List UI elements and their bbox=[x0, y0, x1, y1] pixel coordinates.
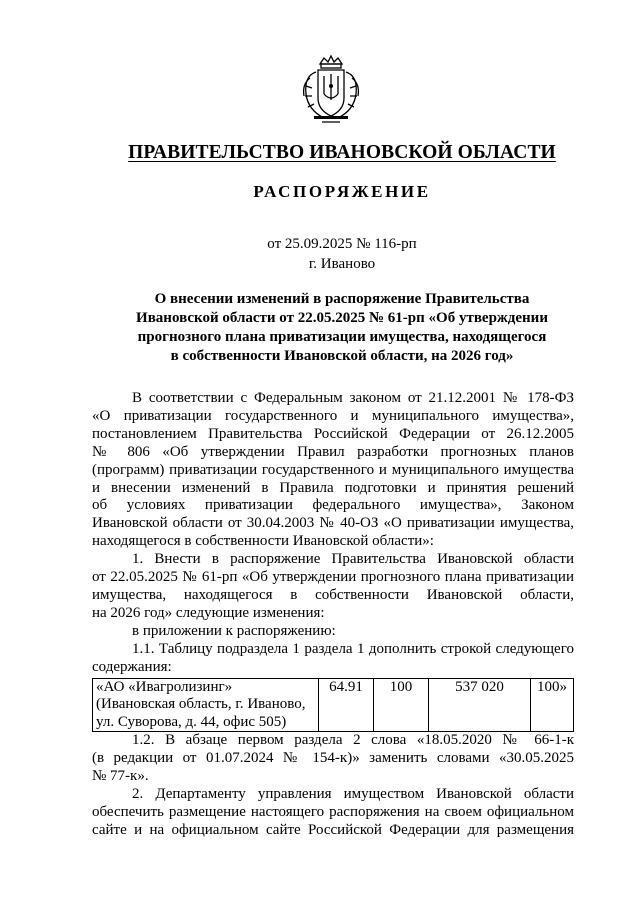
item-1-paragraph bbox=[92, 551, 574, 623]
text-line: № 806 «Об утверждении Правил разработки прогнозных планов bbox=[92, 443, 574, 460]
title-line: Ивановской области от 22.05.2025 № 61-рп «Об утверждении bbox=[136, 310, 548, 326]
document-body bbox=[92, 390, 574, 839]
item-1-1-paragraph bbox=[92, 641, 574, 677]
inserted-table-row bbox=[92, 678, 574, 733]
coat-of-arms-icon bbox=[296, 54, 366, 128]
text-line: «О приватизации государственного и муниципального имущества», bbox=[92, 407, 574, 424]
text-line: от 22.05.2025 № 61-рп «Об утверждении прогнозного плана приватизации bbox=[92, 569, 574, 586]
text-line: обеспечить размещение настоящего распоряжения на своем официальном bbox=[92, 803, 574, 820]
text-line: 1.2. В абзаце первом раздела 2 слова «18.05.2020 № 66-1-к bbox=[132, 732, 574, 748]
text-line: и внесении изменений в Правила подготовки и принятия решений bbox=[92, 479, 574, 496]
object-name-cell bbox=[93, 678, 319, 732]
text-line: 1.1. Таблицу подраздела 1 раздела 1 дополнить строкой следующего bbox=[132, 640, 574, 657]
value-cell: 537 020 bbox=[429, 678, 531, 732]
value-cell: 64.91 bbox=[319, 678, 374, 732]
text-line: Ивановской области от 30.04.2003 № 40-ОЗ «О приватизации имущества, bbox=[92, 515, 574, 532]
item-1-2-paragraph bbox=[92, 732, 574, 786]
text-line: (в редакции от 01.07.2024 № 154-к)» заменить словами «30.05.2025 bbox=[92, 749, 574, 766]
document-type: РАСПОРЯЖЕНИЕ bbox=[253, 182, 431, 201]
text-line: имущества, находящегося в собственности Ивановской области, bbox=[92, 586, 574, 603]
document-date-number: от 25.09.2025 № 116-рп bbox=[267, 236, 417, 252]
text-line: об условиях приватизации федерального имущества», Законом bbox=[92, 497, 574, 514]
document-title bbox=[92, 290, 592, 366]
item-2-paragraph bbox=[92, 786, 574, 840]
cell-line: ул. Суворова, д. 44, офис 505) bbox=[96, 713, 287, 730]
text-line: № 77-к». bbox=[92, 767, 149, 784]
appendix-line: в приложении к распоряжению: bbox=[132, 622, 336, 639]
value-cell: 100 bbox=[374, 678, 429, 732]
preamble-paragraph bbox=[92, 390, 574, 551]
text-line: содержания: bbox=[92, 658, 172, 675]
title-line: прогнозного плана приватизации имущества, находящегося bbox=[137, 329, 547, 345]
document-city: г. Иваново bbox=[308, 256, 376, 272]
organization-heading: ПРАВИТЕЛЬСТВО ИВАНОВСКОЙ ОБЛАСТИ bbox=[128, 142, 556, 163]
text-line: 2. Департаменту управления имуществом Ивановской области bbox=[132, 785, 574, 802]
table-row bbox=[93, 678, 574, 732]
title-line: О внесении изменений в распоряжение Правительства bbox=[154, 291, 530, 307]
text-line: находящегося в собственности Ивановской области»: bbox=[92, 533, 434, 550]
cell-line: «АО «Ивагролизинг» bbox=[96, 678, 233, 695]
text-line: сайте и на официальном сайте Российской Федерации для размещения bbox=[92, 821, 574, 838]
text-line: 1. Внести в распоряжение Правительства Ивановской области bbox=[132, 551, 574, 568]
cell-line: (Ивановская область, г. Иваново, bbox=[96, 696, 306, 712]
value-cell: 100» bbox=[531, 678, 574, 732]
text-line: постановлением Правительства Российской Федерации от 26.12.2005 bbox=[92, 425, 574, 442]
text-line: В соответствии с Федеральным законом от 21.12.2001 № 178-ФЗ bbox=[132, 390, 574, 406]
title-line: в собственности Ивановской области, на 2026 год» bbox=[170, 348, 514, 364]
text-line: (программ) приватизации государственного и муниципального имущества bbox=[92, 461, 574, 478]
text-line: на 2026 год» следующие изменения: bbox=[92, 604, 325, 621]
